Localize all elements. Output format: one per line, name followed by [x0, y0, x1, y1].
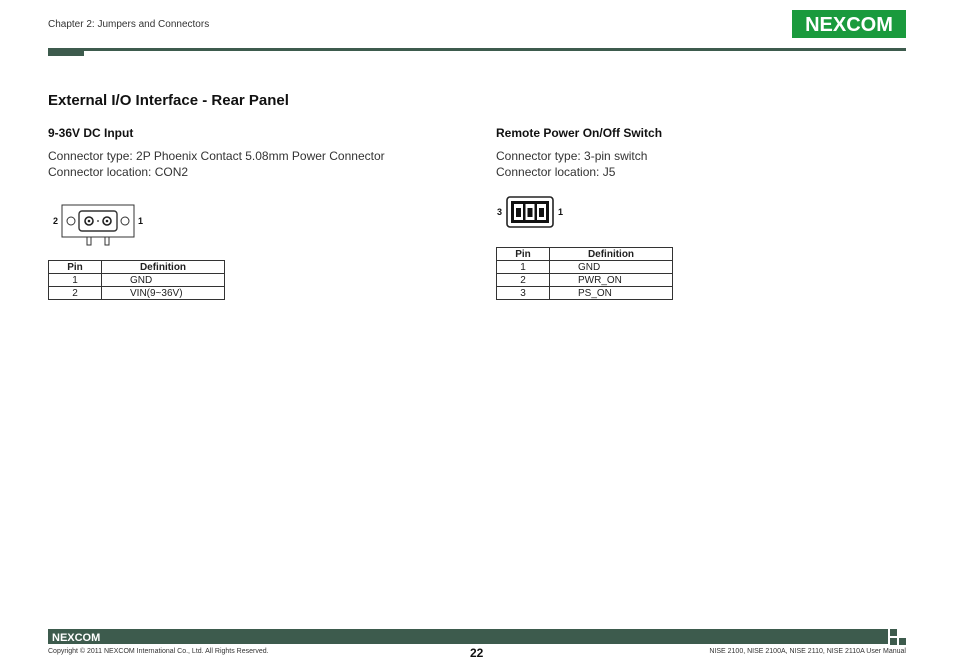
table-header-row — [497, 248, 673, 261]
footer-bar — [48, 629, 888, 644]
nexcom-logo-text: NEXCOM — [805, 14, 893, 36]
remote-power-pin-table — [496, 247, 673, 300]
three-pin-switch-diagram — [506, 196, 554, 228]
dc-input-heading: 9-36V DC Input — [48, 126, 134, 140]
table-row — [497, 274, 673, 287]
definition-cell: VIN(9~36V) — [102, 287, 225, 300]
definition-cell: GND — [102, 274, 225, 287]
header-block — [48, 48, 84, 56]
footer-nexcom-logo — [52, 631, 112, 642]
j5-pin-label-left: 3 — [497, 207, 503, 217]
definition-cell: PWR_ON — [550, 274, 673, 287]
table-row — [497, 287, 673, 300]
pin-column-header: Pin — [497, 248, 550, 261]
remote-power-heading: Remote Power On/Off Switch — [496, 126, 663, 140]
footer-logo-text: NEXCOM — [52, 632, 101, 642]
j5-pin-label-right: 1 — [558, 207, 564, 217]
dc-input-connector-type: Connector type: 2P Phoenix Contact 5.08mm Power Connector — [48, 149, 385, 163]
header-rule — [48, 48, 906, 51]
dc-pin-label-right: 1 — [138, 216, 144, 226]
pin-cell: 2 — [49, 287, 102, 300]
page-number: 22 — [470, 646, 484, 660]
remote-power-connector-type: Connector type: 3-pin switch — [496, 149, 648, 163]
section-title: External I/O Interface - Rear Panel — [48, 92, 289, 109]
table-row — [49, 274, 225, 287]
pin-column-header: Pin — [49, 261, 102, 274]
table-row — [497, 261, 673, 274]
copyright-text: Copyright © 2011 NEXCOM International Co., Ltd. All Rights Reserved. — [48, 648, 269, 655]
definition-cell: GND — [550, 261, 673, 274]
pin-cell: 1 — [497, 261, 550, 274]
pin-cell: 2 — [497, 274, 550, 287]
table-row — [49, 287, 225, 300]
footer-squares-icon — [890, 629, 908, 645]
pin-cell: 1 — [49, 274, 102, 287]
chapter-title: Chapter 2: Jumpers and Connectors — [48, 19, 210, 30]
phoenix-connector-diagram — [61, 203, 135, 247]
definition-column-header: Definition — [550, 248, 673, 261]
definition-column-header: Definition — [102, 261, 225, 274]
manual-title: NISE 2100, NISE 2100A, NISE 2110, NISE 2110A User Manual — [709, 648, 906, 655]
nexcom-logo — [792, 10, 906, 38]
dc-input-connector-location: Connector location: CON2 — [48, 165, 189, 179]
pin-cell: 3 — [497, 287, 550, 300]
dc-pin-label-left: 2 — [53, 216, 59, 226]
remote-power-connector-location: Connector location: J5 — [496, 165, 616, 179]
dc-input-pin-table — [48, 260, 225, 300]
table-header-row — [49, 261, 225, 274]
definition-cell: PS_ON — [550, 287, 673, 300]
